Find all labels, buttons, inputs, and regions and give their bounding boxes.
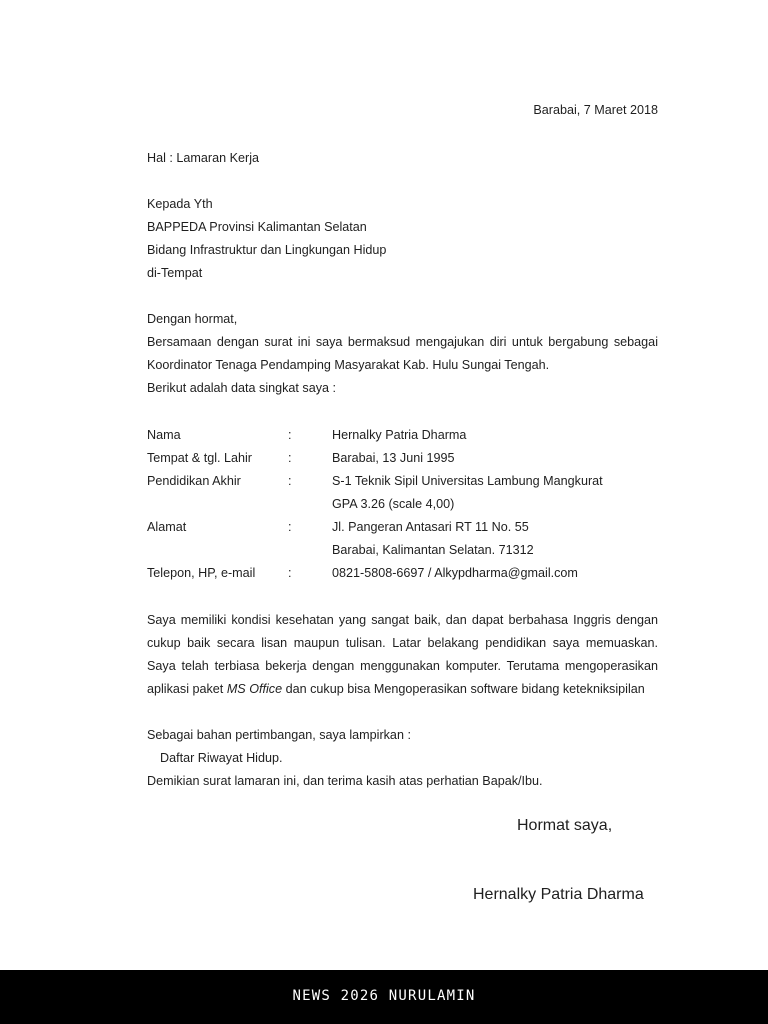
body-paragraph-block xyxy=(147,609,662,701)
table-row xyxy=(147,470,658,516)
subject-line-block xyxy=(147,147,658,170)
biodata-value-line-street: Jl. Pangeran Antasari RT 11 No. 55 xyxy=(332,520,529,534)
biodata-label-pendidikan-akhir: Pendidikan Akhir xyxy=(147,474,241,488)
intro-block xyxy=(147,308,662,400)
attachment-intro: Sebagai bahan pertimbangan, saya lampirkan : xyxy=(147,728,411,742)
footer-watermark-text: NEWS 2026 NURULAMIN xyxy=(292,988,476,1004)
attachment-item: Daftar Riwayat Hidup. xyxy=(160,751,283,765)
biodata-value-kontak: 0821-5808-6697 / Alkypdharma@gmail.com xyxy=(332,566,578,580)
biodata-separator: : xyxy=(288,474,292,488)
biodata-separator: : xyxy=(288,451,292,465)
biodata-separator: : xyxy=(288,566,292,580)
biodata-label-nama: Nama xyxy=(147,428,181,442)
table-row xyxy=(147,447,658,470)
signature-name-block xyxy=(147,886,658,904)
sign-off-block xyxy=(147,817,658,835)
subject-line: Hal : Lamaran Kerja xyxy=(147,151,259,165)
biodata-value-alamat xyxy=(332,516,658,562)
biodata-value-line-city: Barabai, Kalimantan Selatan. 71312 xyxy=(332,543,534,557)
sign-off: Hormat saya, xyxy=(517,817,613,834)
recipient-line-3: Bidang Infrastruktur dan Lingkungan Hidup xyxy=(147,243,387,257)
recipient-line-4: di-Tempat xyxy=(147,266,203,280)
biodata-label-tempat-tgl-lahir: Tempat & tgl. Lahir xyxy=(147,451,252,465)
biodata-value-pendidikan-akhir xyxy=(332,470,658,516)
body-paragraph-italic-term: MS Office xyxy=(226,682,283,696)
body-paragraph xyxy=(147,609,662,701)
attachment-block xyxy=(147,724,658,793)
table-row xyxy=(147,516,658,562)
biodata-value-tempat-tgl-lahir: Barabai, 13 Juni 1995 xyxy=(332,451,455,465)
biodata-separator: : xyxy=(288,520,292,534)
recipient-line-2: BAPPEDA Provinsi Kalimantan Selatan xyxy=(147,220,367,234)
recipient-block xyxy=(147,193,658,285)
recipient-line-1: Kepada Yth xyxy=(147,197,213,211)
biodata-value-line: S-1 Teknik Sipil Universitas Lambung Mangkurat xyxy=(332,474,603,488)
intro-paragraph: Bersamaan dengan surat ini saya bermaksud mengajukan diri untuk bergabung sebagai Koordinator Tenaga Pendamping Masyarakat Kab. Hulu Sungai Tengah. xyxy=(147,335,662,372)
body-paragraph-part-1: Saya memiliki kondisi kesehatan yang sangat baik, dan dapat berbahasa Inggris dengan cukup baik secara lisan maupun tulisan. Latar belakang pendidikan saya memuaskan. Saya telah terbiasa bekerja dengan menggunakan komputer. Terutama mengoperasikan aplikasi paket xyxy=(147,613,662,696)
biodata-value-line-gpa: GPA 3.26 (scale 4,00) xyxy=(332,497,455,511)
biodata-label-alamat: Alamat xyxy=(147,520,187,534)
biodata-label-kontak: Telepon, HP, e-mail xyxy=(147,566,256,580)
final-line: Demikian surat lamaran ini, dan terima kasih atas perhatian Bapak/Ibu. xyxy=(147,774,543,788)
biodata-table xyxy=(147,424,658,585)
biodata-separator: : xyxy=(288,428,292,442)
table-row xyxy=(147,562,658,585)
table-row xyxy=(147,424,658,447)
body-paragraph-part-2: dan cukup bisa Mengoperasikan software bidang ketekniksipilan xyxy=(282,682,645,696)
intro-closing-line: Berikut adalah data singkat saya : xyxy=(147,381,337,395)
signature-name: Hernalky Patria Dharma xyxy=(473,886,644,903)
salutation: Dengan hormat, xyxy=(147,312,238,326)
date-line: Barabai, 7 Maret 2018 xyxy=(533,103,658,117)
biodata-value-nama: Hernalky Patria Dharma xyxy=(332,428,467,442)
